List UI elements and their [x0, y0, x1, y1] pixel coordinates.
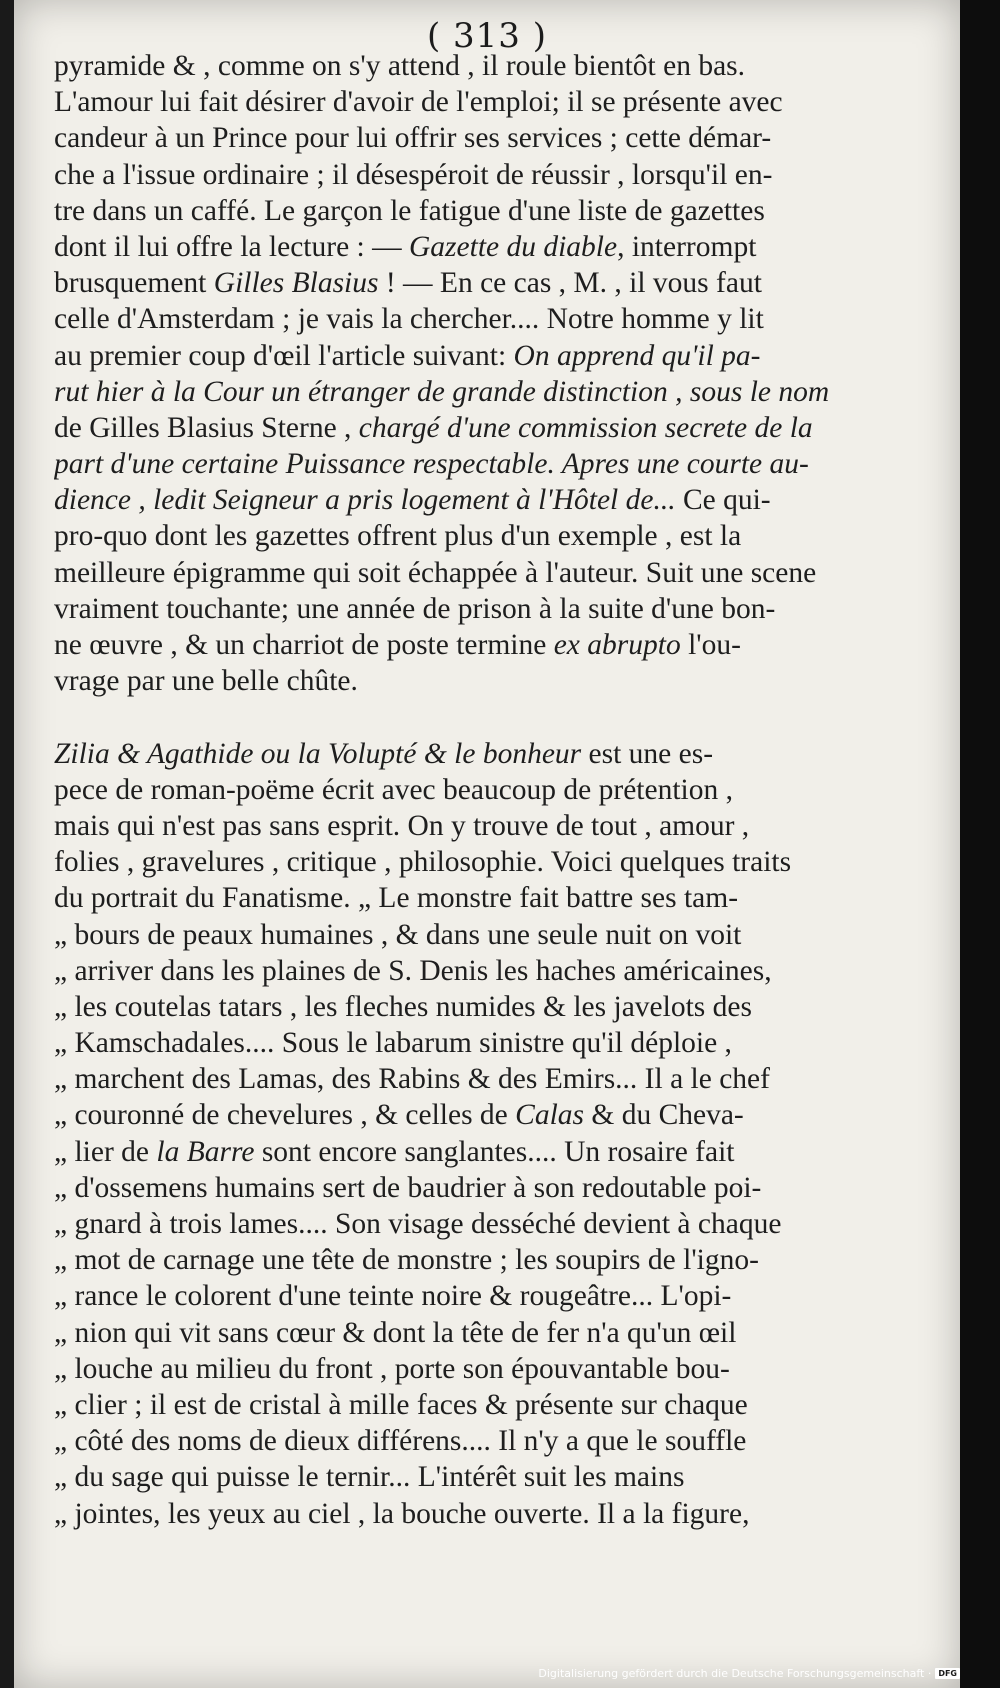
text-segment: „ les coutelas tatars , les fleches numides & les javelots des: [54, 990, 752, 1023]
text-segment: vrage par une belle chûte.: [54, 665, 358, 698]
text-line: [54, 663, 934, 699]
text-segment: ! — En ce cas , M. , il vous faut: [378, 267, 762, 300]
text-segment: pece de roman-poëme écrit avec beaucoup de prétention ,: [54, 773, 733, 806]
text-line: [54, 1351, 934, 1387]
text-line: [54, 446, 934, 482]
text-line: [54, 1097, 934, 1133]
text-segment: pyramide & , comme on s'y attend , il roule bientôt en bas.: [54, 50, 746, 82]
text-line: [54, 374, 934, 410]
text-segment: au premier coup d'œil l'article suivant:: [54, 339, 514, 372]
text-segment: brusquement: [54, 267, 214, 300]
text-line: [54, 482, 934, 518]
text-segment: „ mot de carnage une tête de monstre ; les soupirs de l'igno-: [54, 1244, 759, 1277]
text-line: [54, 84, 934, 120]
text-line: [54, 1423, 934, 1459]
italic-segment: la Barre: [156, 1135, 255, 1168]
text-segment: celle d'Amsterdam ; je vais la chercher.... Notre homme y lit: [54, 303, 764, 336]
text-line: [54, 1387, 934, 1423]
text-segment: „ du sage qui puisse le ternir... L'intérêt suit les mains: [54, 1461, 685, 1494]
text-segment: „ d'ossemens humains sert de baudrier à son redoutable poi-: [54, 1171, 762, 1204]
text-line: [54, 518, 934, 554]
text-line: [54, 1278, 934, 1314]
text-line: [54, 1170, 934, 1206]
text-line: [54, 1061, 934, 1097]
text-segment: „ bours de peaux humaines , & dans une seule nuit on voit: [54, 918, 742, 951]
text-line: [54, 555, 934, 591]
scanned-page: [14, 0, 960, 1688]
text-line: [54, 265, 934, 301]
text-line: [54, 627, 934, 663]
page-number: ( 313 ): [426, 16, 548, 56]
text-line: [54, 48, 934, 84]
digitization-credit: [538, 1667, 960, 1680]
text-line: [54, 917, 934, 953]
text-segment: mais qui n'est pas sans esprit. On y trouve de tout , amour ,: [54, 809, 750, 842]
text-line: [54, 193, 934, 229]
text-segment: „ clier ; il est de cristal à mille faces & présente sur chaque: [54, 1388, 748, 1421]
text-line: [54, 120, 934, 156]
text-segment: „ louche au milieu du front , porte son épouvantable bou-: [54, 1352, 730, 1385]
text-segment: meilleure épigramme qui soit échappée à l'auteur. Suit une scene: [54, 556, 817, 589]
text-segment: de Gilles Blasius Sterne ,: [54, 411, 359, 444]
text-segment: dont il lui offre la lecture : —: [54, 230, 409, 263]
text-segment: „ lier de: [54, 1135, 157, 1168]
text-segment: , interrompt: [617, 230, 757, 263]
text-segment: sont encore sanglantes.... Un rosaire fait: [254, 1135, 735, 1168]
text-segment: L'amour lui fait désirer d'avoir de l'emploi; il se présente avec: [54, 86, 783, 119]
text-line: [54, 1242, 934, 1278]
text-segment: „ nion qui vit sans cœur & dont la tête de fer n'a qu'un œil: [54, 1316, 737, 1349]
text-segment: folies , gravelures , critique , philosophie. Voici quelques traits: [54, 846, 792, 879]
text-segment: „ jointes, les yeux au ciel , la bouche ouverte. Il a la figure,: [54, 1497, 750, 1530]
italic-segment: part d'une certaine Puissance respectable. Apres une courte au-: [54, 448, 809, 481]
text-segment: „ arriver dans les plaines de S. Denis les haches américaines,: [54, 954, 772, 987]
funding-note: Digitalisierung gefördert durch die Deutsche Forschungsgemeinschaft ·: [538, 1667, 932, 1680]
text-segment: „ côté des noms de dieux différens.... Il n'y a que le souffle: [54, 1425, 747, 1458]
text-line: [54, 1206, 934, 1242]
italic-segment: Gazette du diable: [409, 230, 618, 263]
italic-segment: chargé d'une commission secrete de la: [358, 411, 813, 444]
text-line: [54, 1025, 934, 1061]
text-segment: vraiment touchante; une année de prison à la suite d'une bon-: [54, 592, 776, 625]
text-segment: „ couronné de chevelures , & celles de: [54, 1099, 516, 1132]
text-line: [54, 736, 934, 772]
text-line: [54, 1134, 934, 1170]
italic-segment: On apprend qu'il pa-: [513, 339, 761, 372]
page-edge-shadow: [960, 0, 1000, 1688]
text-line: [54, 772, 934, 808]
text-segment: du portrait du Fanatisme. „ Le monstre fait battre ses tam-: [54, 882, 739, 915]
text-segment: tre dans un caffé. Le garçon le fatigue d'une liste de gazettes: [54, 194, 765, 227]
text-segment: est une es-: [581, 737, 714, 770]
body-text: [54, 48, 934, 1532]
text-line: [54, 591, 934, 627]
text-line: [54, 229, 934, 265]
text-line: [54, 880, 934, 916]
text-segment: „ rance le colorent d'une teinte noire & rougeâtre... L'opi-: [54, 1280, 732, 1313]
text-line: [54, 808, 934, 844]
text-line: [54, 301, 934, 337]
text-segment: ne œuvre , & un charriot de poste termine: [54, 629, 554, 661]
text-line: [54, 338, 934, 374]
text-line: [54, 989, 934, 1025]
text-line: [54, 410, 934, 446]
paragraph-gap: [54, 699, 934, 735]
text-line: [54, 1315, 934, 1351]
text-segment: l'ou-: [680, 629, 741, 661]
text-line: [54, 953, 934, 989]
text-line: [54, 844, 934, 880]
text-segment: „ gnard à trois lames.... Son visage desséché devient à chaque: [54, 1208, 782, 1240]
text-segment: Ce qui-: [675, 484, 771, 517]
text-segment: „ marchent des Lamas, des Rabins & des Emirs... Il a le chef: [54, 1063, 770, 1096]
text-segment: candeur à un Prince pour lui offrir ses services ; cette démar-: [54, 122, 772, 155]
italic-segment: Zilia & Agathide ou la Volupté & le bonheur: [54, 737, 582, 770]
italic-segment: rut hier à la Cour un étranger de grande distinction , sous le nom: [54, 375, 830, 408]
italic-segment: Gilles Blasius: [213, 267, 379, 300]
text-line: [54, 1459, 934, 1495]
text-line: [54, 1496, 934, 1532]
text-line: [54, 157, 934, 193]
text-segment: & du Cheva-: [584, 1099, 744, 1132]
text-segment: che a l'issue ordinaire ; il désespéroit de réussir , lorsqu'il en-: [54, 158, 773, 191]
dfg-logo: DFG: [935, 1668, 960, 1679]
italic-segment: Calas: [515, 1099, 584, 1132]
italic-segment: dience , ledit Seigneur a pris logement à l'Hôtel de...: [54, 484, 676, 517]
text-segment: „ Kamschadales.... Sous le labarum sinistre qu'il déploie ,: [54, 1027, 732, 1060]
text-segment: pro-quo dont les gazettes offrent plus d'un exemple , est la: [54, 520, 742, 553]
italic-segment: ex abrupto: [553, 629, 681, 661]
